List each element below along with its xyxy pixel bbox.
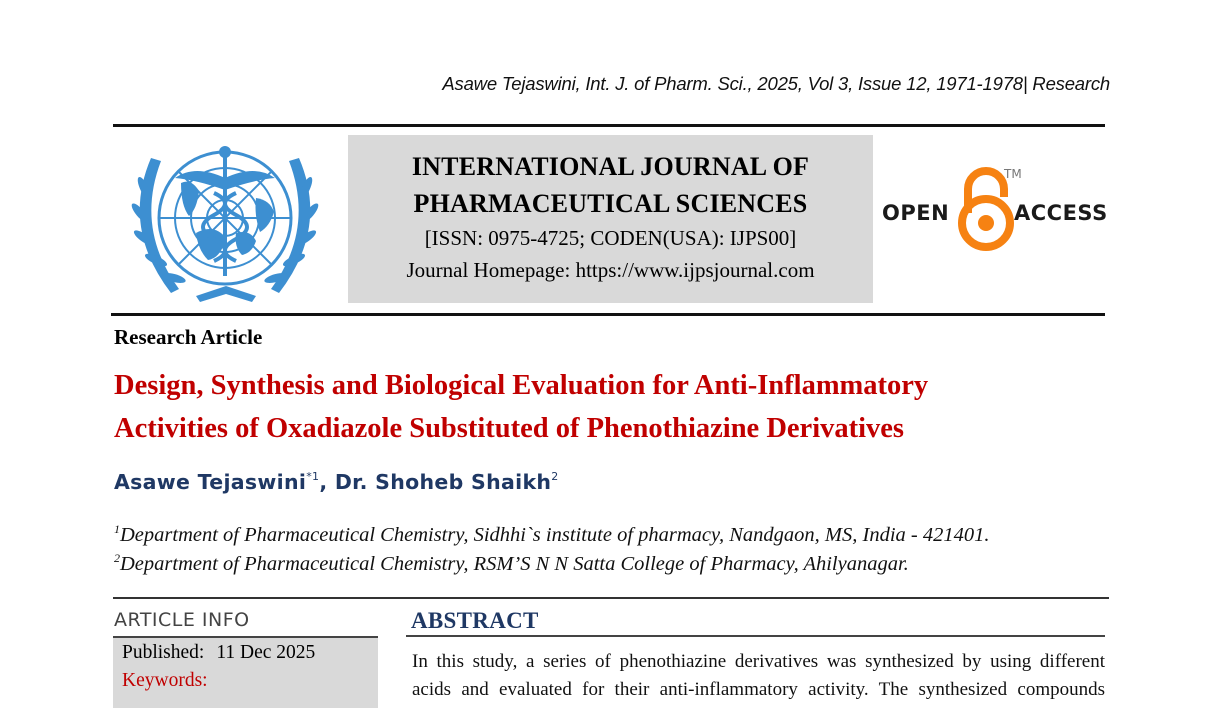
abstract-line: In this study, a series of phenothiazine derivatives was synthesized by using different bbox=[412, 651, 1105, 672]
open-access-access-text: ACCESS bbox=[1014, 201, 1108, 225]
keywords-label: Keywords: bbox=[122, 670, 208, 691]
author-list bbox=[114, 470, 559, 494]
affiliation bbox=[114, 551, 909, 576]
author-name[interactable]: Asawe Tejaswini bbox=[114, 470, 307, 494]
journal-homepage: Journal Homepage: https://www.ijpsjournal.com bbox=[406, 258, 815, 282]
affiliation-number: 1 bbox=[114, 522, 120, 536]
header-rule-top bbox=[113, 124, 1105, 127]
article-title-line2: Activities of Oxadiazole Substituted of Phenothiazine Derivatives bbox=[114, 413, 905, 444]
article-type-label: Research Article bbox=[114, 325, 263, 349]
affiliation bbox=[114, 522, 989, 547]
journal-masthead-box bbox=[348, 135, 873, 303]
abstract-rule bbox=[406, 635, 1105, 637]
affiliation-text: Department of Pharmaceutical Chemistry, RSM’S N N Satta College of Pharmacy, Ahilyanagar. bbox=[120, 553, 909, 575]
journal-name-line2: PHARMACEUTICAL SCIENCES bbox=[413, 189, 808, 218]
affiliation-text: Department of Pharmaceutical Chemistry, Sidhhi`s institute of pharmacy, Nandgaon, MS, India - 421401. bbox=[120, 524, 990, 546]
article-info-box bbox=[113, 636, 378, 708]
published-row bbox=[122, 642, 315, 664]
abstract-body bbox=[412, 648, 1105, 704]
published-label: Published: bbox=[122, 642, 205, 663]
article-title-line1: Design, Synthesis and Biological Evaluation for Anti-Inflammatory bbox=[114, 370, 929, 401]
header-rule-bottom bbox=[111, 313, 1105, 316]
abstract-heading: ABSTRACT bbox=[411, 608, 539, 633]
author-separator: , bbox=[319, 470, 335, 494]
author-marks: 2 bbox=[551, 470, 559, 483]
running-head-citation: Asawe Tejaswini, Int. J. of Pharm. Sci., 2025, Vol 3, Issue 12, 1971-1978| Research bbox=[442, 73, 1110, 94]
section-divider bbox=[113, 597, 1109, 599]
open-access-open-text: OPEN bbox=[882, 201, 950, 225]
trademark-mark: TM bbox=[1004, 167, 1022, 181]
author-marks: *1 bbox=[306, 470, 320, 483]
article-title bbox=[114, 364, 1114, 450]
published-date: 11 Dec 2025 bbox=[216, 642, 316, 663]
affiliation-number: 2 bbox=[114, 551, 120, 565]
open-access-logo bbox=[880, 165, 1108, 255]
author-name[interactable]: Dr. Shoheb Shaikh bbox=[334, 470, 552, 494]
abstract-line: acids and evaluated for their anti-inflammatory activity. The synthesized compounds bbox=[412, 679, 1105, 700]
journal-name-line1: INTERNATIONAL JOURNAL OF bbox=[411, 152, 810, 181]
journal-issn: [ISSN: 0975-4725; CODEN(USA): IJPS00] bbox=[424, 226, 797, 250]
journal-logo-icon bbox=[126, 138, 324, 306]
article-info-heading: ARTICLE INFO bbox=[114, 609, 250, 631]
